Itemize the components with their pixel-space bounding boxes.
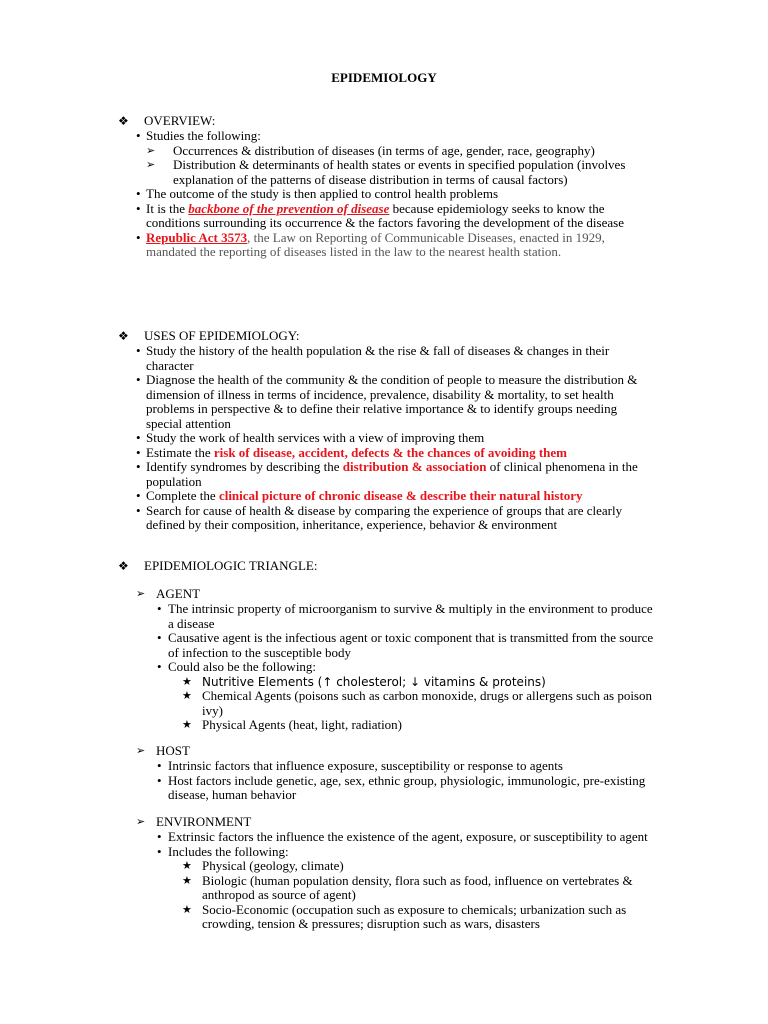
bullet-icon: • (136, 343, 141, 358)
bullet-icon: • (157, 758, 162, 773)
bullet-icon: • (136, 229, 141, 245)
highlight-text: Republic Act 3573 (146, 229, 248, 245)
bullet-icon: • (136, 128, 141, 143)
list-item: • Republic Act 3573, the Law on Reporting of Communicable Diseases, enacted in 1929, mandated the reporting of diseases listed in the law to the nearest health station. (136, 229, 605, 259)
overview-heading: ❖ OVERVIEW: (118, 113, 216, 128)
triangle-heading: ❖ EPIDEMIOLOGIC TRIANGLE: (118, 558, 318, 573)
list-item: • Could also be the following: (157, 659, 317, 674)
list-item: ★ Biologic (human population density, flora such as food, influence on vertebrates & anthropod as source of agent) (182, 872, 633, 902)
list-item: • Intrinsic factors that influence exposure, susceptibility or response to agents (157, 758, 563, 773)
list-item: • Study the work of health services with a view of improving them (136, 430, 485, 445)
list-item: • Complete the clinical picture of chronic disease & describe their natural history (136, 488, 583, 503)
list-item: • Search for cause of health & disease by comparing the experience of groups that are clearly defined by their composition, inheritance, experience, behavior & environment (136, 502, 623, 532)
triangle-section (116, 559, 656, 574)
diamond-bullet-icon: ❖ (118, 114, 129, 128)
arrow-bullet-icon: ➢ (136, 815, 146, 828)
agent-heading: ➢ AGENT (136, 586, 201, 601)
uses-heading: ❖ USES OF EPIDEMIOLOGY: (118, 328, 300, 343)
uses-section (116, 329, 656, 533)
environment-heading: ➢ ENVIRONMENT (136, 814, 252, 829)
bullet-icon: • (136, 502, 141, 518)
list-item: • Causative agent is the infectious agent or toxic component that is transmitted from the source of infection to the susceptible body (157, 630, 654, 660)
star-bullet-icon: ★ (182, 689, 192, 702)
bullet-icon: • (157, 630, 162, 645)
highlight-text: risk of disease, accident, defects & the chances of avoiding them (213, 444, 568, 460)
bullet-icon: • (157, 829, 162, 844)
star-bullet-icon: ★ (182, 718, 192, 731)
bullet-icon: • (136, 372, 141, 387)
star-bullet-icon: ★ (182, 674, 192, 688)
list-item: • The intrinsic property of microorganism to survive & multiply in the environment to produce a disease (157, 601, 653, 631)
list-item: • It is the backbone of the prevention of disease because epidemiology seeks to know the conditions surrounding its occurrence & the factors favoring the development of the disease (136, 200, 624, 230)
list-item: • Host factors include genetic, age, sex, ethnic group, physiologic, immunologic, pre-existing disease, human behavior (157, 772, 646, 802)
bullet-icon: • (136, 459, 141, 474)
list-item: ★ Nutritive Elements (↑ cholesterol; ↓ vitamins & proteins) (182, 674, 546, 689)
list-item: ★ Chemical Agents (poisons such as carbon monoxide, drugs or allergens such as poison ivy) (182, 688, 652, 718)
arrow-bullet-icon: ➢ (146, 158, 156, 171)
list-item: • Identify syndromes by describing the distribution & association of clinical phenomena in the population (136, 459, 638, 489)
list-item: ★ Physical (geology, climate) (182, 858, 344, 873)
list-item: • Includes the following: (157, 843, 289, 859)
arrow-bullet-icon: ➢ (146, 143, 156, 157)
environment-section (116, 815, 656, 932)
highlight-text: backbone of the prevention of disease (188, 200, 390, 216)
agent-section (116, 587, 656, 733)
highlight-text: distribution & association (342, 459, 487, 474)
list-item: ★ Socio-Economic (occupation such as exposure to chemicals; urbanization such as crowding, tension & pressures; disruption such as wars, disasters (182, 901, 627, 931)
arrow-bullet-icon: ➢ (136, 587, 146, 600)
star-bullet-icon: ★ (182, 859, 192, 872)
list-item: ➢ Distribution & determinants of health states or events in specified population (involves explanation of the patterns of disease distribution in terms of causal factors) (146, 157, 626, 187)
bullet-icon: • (136, 200, 141, 216)
bullet-icon: • (136, 488, 141, 503)
bullet-icon: • (157, 601, 162, 616)
bullet-icon: • (157, 772, 162, 788)
list-item: • Studies the following: (136, 128, 261, 143)
list-item: • The outcome of the study is then applied to control health problems (136, 186, 499, 201)
list-item: • Study the history of the health population & the rise & fall of diseases & changes in their character (136, 343, 610, 373)
list-item: • Diagnose the health of the community & the condition of people to measure the distribution & dimension of illness in terms of incidence, prevalence, disability & mortality, to set health problems in perspective & to define their relative importance & to identify groups needing special attention (136, 372, 638, 431)
star-bullet-icon: ★ (182, 873, 192, 887)
bullet-icon: • (136, 186, 141, 201)
bullet-icon: • (157, 843, 162, 859)
diamond-bullet-icon: ❖ (118, 329, 129, 343)
list-item: • Extrinsic factors the influence the existence of the agent, exposure, or susceptibility to agent (157, 829, 648, 844)
overview-section (116, 114, 656, 260)
bullet-icon: • (136, 430, 141, 445)
list-item: ➢ Occurrences & distribution of diseases (in terms of age, gender, race, geography) (146, 142, 595, 158)
arrow-bullet-icon: ➢ (136, 744, 146, 757)
highlight-text: clinical picture of chronic disease & describe their natural history (218, 488, 583, 503)
list-item: • Estimate the risk of disease, accident, defects & the chances of avoiding them (136, 444, 568, 460)
diamond-bullet-icon: ❖ (118, 559, 129, 573)
star-bullet-icon: ★ (182, 902, 192, 916)
bullet-icon: • (136, 444, 141, 460)
page-title: EPIDEMIOLOGY (331, 70, 437, 85)
host-heading: ➢ HOST (136, 743, 190, 758)
host-section (116, 744, 656, 803)
list-item: ★ Physical Agents (heat, light, radiation) (182, 717, 403, 732)
bullet-icon: • (157, 659, 162, 674)
